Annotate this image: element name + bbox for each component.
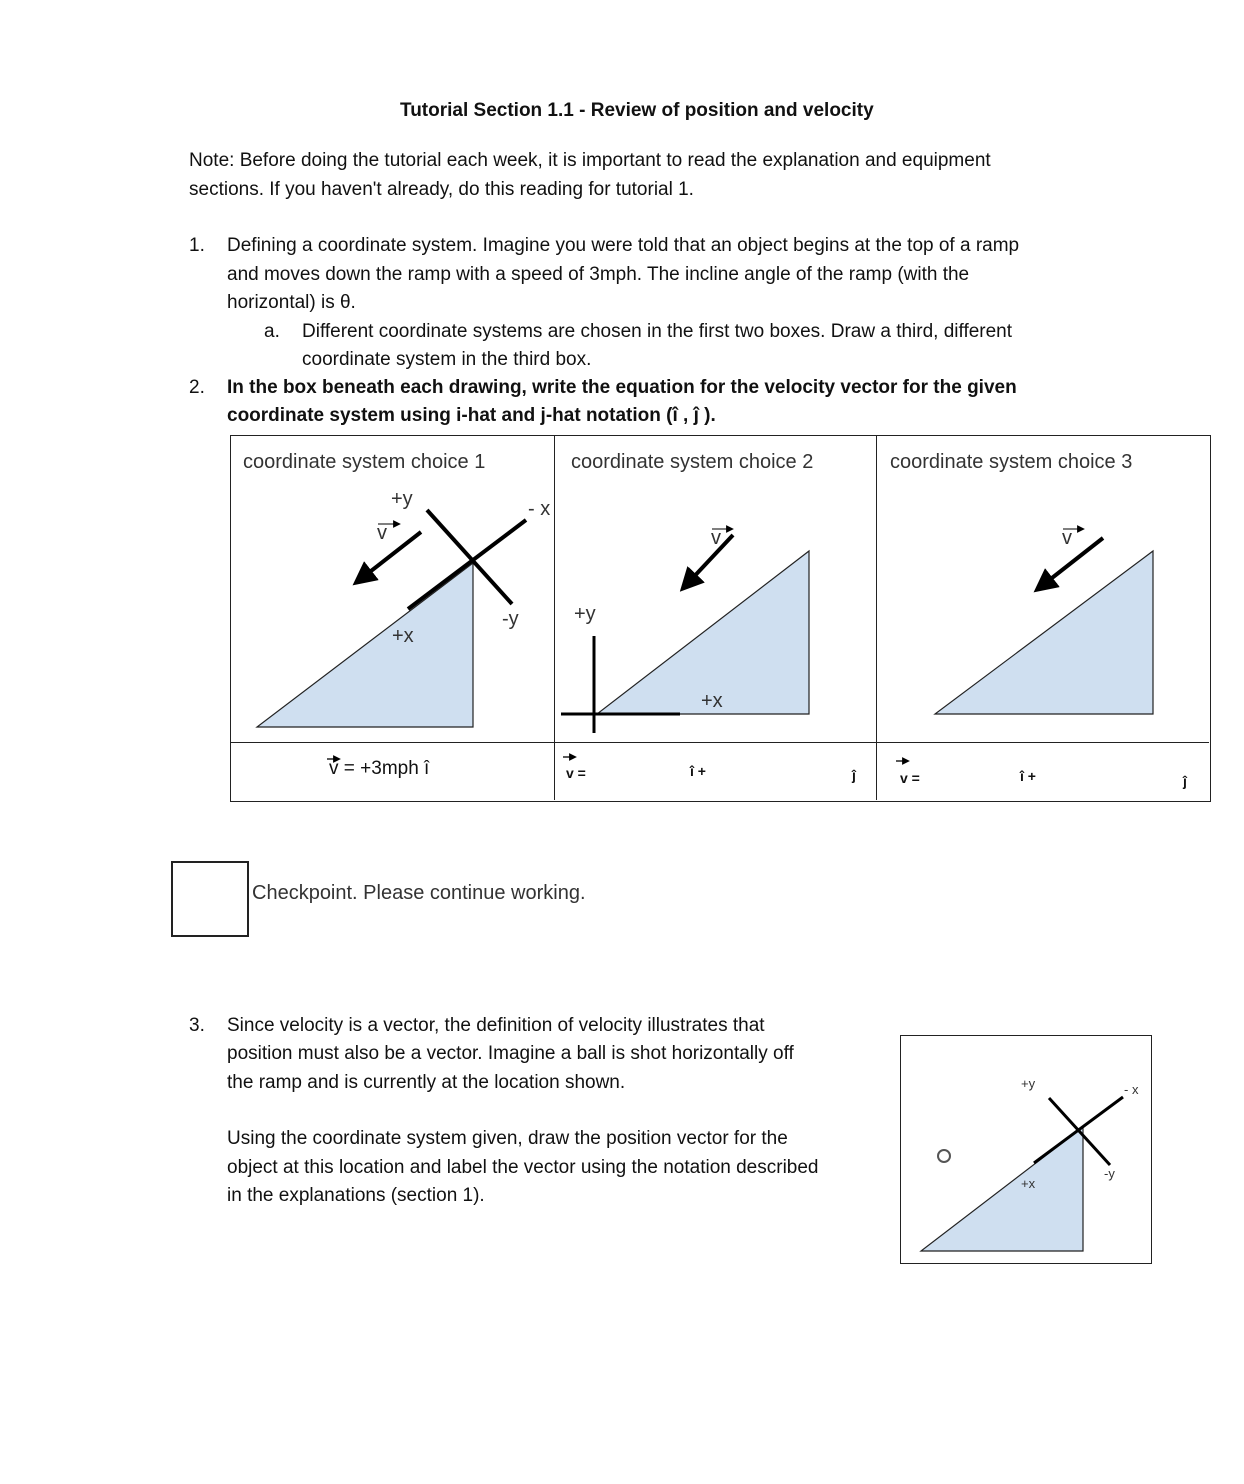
velocity-arrow-1 <box>362 532 421 578</box>
checkpoint-text: Checkpoint. Please continue working. <box>252 882 586 904</box>
equation-3-v: v = <box>900 770 920 786</box>
q3-diagram-box <box>900 1035 1152 1264</box>
equation-3-i[interactable]: î + <box>1020 768 1036 784</box>
equation-2-v: v = <box>566 765 586 781</box>
note-line: sections. If you haven't already, do this reading for tutorial 1. <box>189 179 694 200</box>
page-title: Tutorial Section 1.1 - Review of position and velocity <box>400 100 874 121</box>
q1-text: horizontal) is θ. <box>227 292 356 313</box>
checkpoint-checkbox[interactable] <box>171 861 249 937</box>
q1a-letter: a. <box>264 321 280 342</box>
label-plus-y: +y <box>1021 1076 1036 1091</box>
q3-text: in the explanations (section 1). <box>227 1185 485 1206</box>
checkpoint-divider <box>247 861 248 933</box>
q3-number: 3. <box>189 1015 205 1036</box>
velocity-equation-1: v = +3mph î <box>329 758 430 779</box>
q1a-text: Different coordinate systems are chosen in the first two boxes. Draw a third, different <box>302 321 1013 342</box>
q1-number: 1. <box>189 235 205 256</box>
q1a-text: coordinate system in the third box. <box>302 349 592 370</box>
label-plus-x: +x <box>701 690 723 712</box>
label-velocity: v <box>711 527 721 549</box>
equation-3-j[interactable]: ĵ <box>1183 773 1187 789</box>
q3-text: the ramp and is currently at the location shown. <box>227 1072 626 1093</box>
q2-text: In the box beneath each drawing, write the equation for the velocity vector for the given <box>227 377 1017 398</box>
label-velocity: v <box>1062 527 1072 549</box>
label-minus-y: -y <box>1104 1166 1115 1181</box>
q3-text: Using the coordinate system given, draw the position vector for the <box>227 1128 788 1149</box>
equation-2-i[interactable]: î + <box>690 763 706 779</box>
velocity-arrow-3 <box>1043 538 1103 585</box>
label-plus-y: +y <box>391 488 413 510</box>
label-velocity: v <box>377 522 387 544</box>
ramp-1 <box>257 563 473 727</box>
q2-text: coordinate system using i-hat and j-hat notation (î , ĵ ). <box>227 405 716 426</box>
ramp-3 <box>935 551 1153 714</box>
q1-text: Defining a coordinate system. Imagine you were told that an object begins at the top of a ramp <box>227 235 1020 256</box>
q2-number: 2. <box>189 377 205 398</box>
label-plus-x: +x <box>1021 1176 1036 1191</box>
q3-text: position must also be a vector. Imagine a ball is shot horizontally off <box>227 1043 794 1064</box>
q3-text: object at this location and label the vector using the notation described <box>227 1157 819 1178</box>
label-minus-y: -y <box>502 608 519 630</box>
header-choice-3: coordinate system choice 3 <box>890 451 1133 473</box>
label-minus-x: - x <box>1124 1082 1139 1097</box>
label-minus-x: - x <box>528 498 551 520</box>
equation-2-j[interactable]: ĵ <box>852 767 856 783</box>
header-choice-2: coordinate system choice 2 <box>571 451 814 473</box>
note-line: Note: Before doing the tutorial each week, it is important to read the explanation and equipment <box>189 150 991 171</box>
q1-text: and moves down the ramp with a speed of 3mph. The incline angle of the ramp (with the <box>227 264 970 285</box>
q3-text: Since velocity is a vector, the definition of velocity illustrates that <box>227 1015 765 1036</box>
header-choice-1: coordinate system choice 1 <box>243 451 486 473</box>
label-plus-x: +x <box>392 625 414 647</box>
label-plus-y: +y <box>574 603 596 625</box>
